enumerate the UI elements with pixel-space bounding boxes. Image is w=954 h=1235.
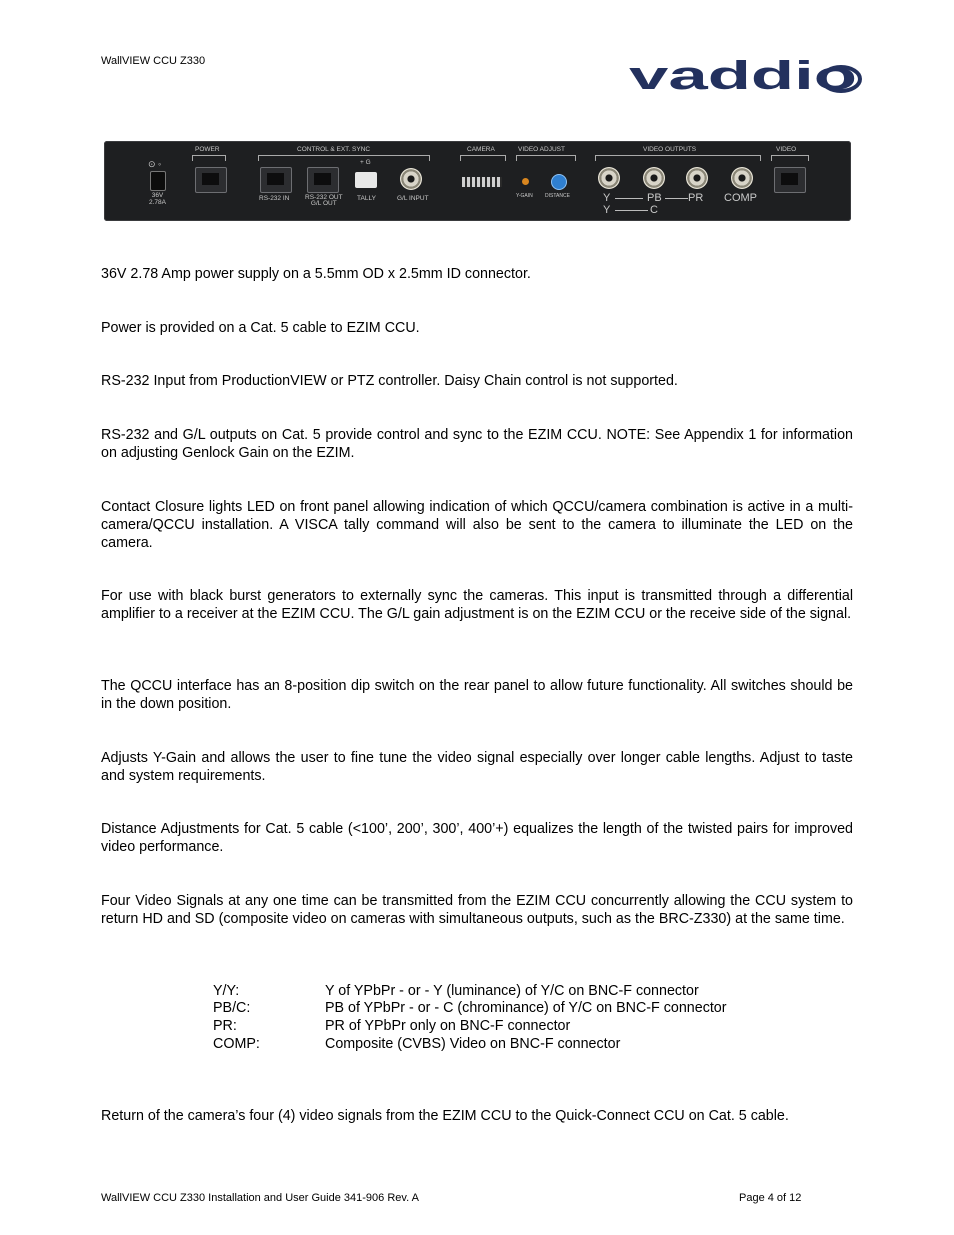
output-key: PR: xyxy=(213,1018,237,1034)
video-outputs-text: Four Video Signals at any one time can be transmitted from the EZIM CCU concurrently allowing the CCU system to return HD and SD (composite video on cameras with simultaneous outputs, such as the BRC-Z330) at the same time. xyxy=(101,893,853,927)
gl-input-text: For use with black burst generators to externally sync the cameras. This input is transmitted through a differential amplifier to a receiver at the EZIM CCU. The G/L gain adjustment is on the EZIM CCU or the receive side of the signal. xyxy=(101,588,853,622)
power-in-symbol: ⊙ ◦ xyxy=(148,159,162,169)
footer-doc-title: WallVIEW CCU Z330 Installation and User Guide 341-906 Rev. A xyxy=(101,1192,419,1204)
comp-output-label: COMP xyxy=(724,192,757,204)
section-video-outputs-bracket xyxy=(595,155,761,156)
gl-input-label: G/L INPUT xyxy=(397,195,429,202)
section-video-outputs-label: VIDEO OUTPUTS xyxy=(643,146,697,153)
section-camera-label: CAMERA xyxy=(467,146,495,153)
output-key: Y/Y: xyxy=(213,983,240,999)
power-rj45-port xyxy=(195,167,227,193)
output-key: COMP: xyxy=(213,1036,260,1052)
vaddio-logo xyxy=(627,56,863,98)
comp-output-bnc xyxy=(731,167,753,189)
rear-panel-photo xyxy=(104,141,851,221)
dip-switch-text: The QCCU interface has an 8-position dip switch on the rear panel to allow future functionality. All switches should be in the down position. xyxy=(101,678,853,712)
y-output-bnc xyxy=(598,167,620,189)
pr-output-bnc xyxy=(686,167,708,189)
output-desc: Y of YPbPr - or - Y (luminance) of Y/C on BNC-F connector xyxy=(325,983,699,999)
tally-label: TALLY xyxy=(357,195,376,202)
section-control-label: CONTROL & EXT. SYNC xyxy=(297,146,371,153)
section-video-adjust-bracket xyxy=(516,155,576,156)
tally-polarity-label: + G xyxy=(360,159,371,166)
tally-terminal xyxy=(355,172,377,188)
distance-rotary-switch xyxy=(551,174,567,190)
pb-output-label: PB xyxy=(647,192,662,204)
y-gain-label: Y-GAIN xyxy=(516,193,533,199)
y-yc-label: Y xyxy=(603,204,611,216)
power-cat5-text: Power is provided on a Cat. 5 cable to EZIM CCU. xyxy=(101,320,420,336)
section-power-label: POWER xyxy=(195,146,220,153)
y-gain-pot xyxy=(522,178,529,185)
section-video-bracket xyxy=(771,155,809,156)
rs232-input-text: RS-232 Input from ProductionVIEW or PTZ controller. Daisy Chain control is not supported. xyxy=(101,373,678,389)
section-control-bracket xyxy=(258,155,430,156)
rs232-in-port xyxy=(260,167,292,193)
footer-page-number: Page 4 of 12 xyxy=(739,1192,802,1204)
output-desc: Composite (CVBS) Video on BNC-F connector xyxy=(325,1036,621,1052)
rs232-out-port xyxy=(307,167,339,193)
rs232-output-text: RS-232 and G/L outputs on Cat. 5 provide control and sync to the EZIM CCU. NOTE: See Appendix 1 for information on adjusting Genlock Gain on the EZIM. xyxy=(101,427,853,461)
y-c-link xyxy=(615,210,648,211)
power-in-label: 36V 2.78A xyxy=(149,192,166,206)
distance-text: Distance Adjustments for Cat. 5 cable (<100’, 200’, 300’, 400’+) equalizes the length of the twisted pairs for improved video performance. xyxy=(101,821,853,855)
pb-pr-link xyxy=(665,198,688,199)
y-gain-text: Adjusts Y-Gain and allows the user to fine tune the video signal especially over longer cable lengths. Adjust to taste and system requirements. xyxy=(101,750,853,784)
rs232-out-label: RS-232 OUT G/L OUT xyxy=(305,194,343,207)
section-video-adjust-label: VIDEO ADJUST xyxy=(518,146,565,153)
output-desc: PR of YPbPr only on BNC-F connector xyxy=(325,1018,571,1034)
pb-output-bnc xyxy=(643,167,665,189)
y-output-label: Y xyxy=(603,192,611,204)
svg-text:vaddio: vaddio xyxy=(629,56,857,98)
gl-input-bnc xyxy=(400,168,422,190)
y-pb-link xyxy=(615,198,643,199)
header-doc-title: WallVIEW CCU Z330 xyxy=(101,55,206,67)
rs232-in-label: RS-232 IN xyxy=(259,195,290,202)
video-return-text: Return of the camera’s four (4) video signals from the EZIM CCU to the Quick-Connect CCU on Cat. 5 cable. xyxy=(101,1108,789,1124)
section-camera-bracket xyxy=(460,155,506,156)
output-key: PB/C: xyxy=(213,1000,251,1016)
tally-text: Contact Closure lights LED on front panel allowing indication of which QCCU/camera combination is active in a multi-camera/QCCU installation. A VISCA tally command will also be sent to the camera to illuminate the LED on the camera. xyxy=(101,499,853,551)
dc-power-jack xyxy=(150,171,166,191)
output-desc: PB of YPbPr - or - C (chrominance) of Y/C on BNC-F connector xyxy=(325,1000,727,1016)
power-supply-text: 36V 2.78 Amp power supply on a 5.5mm OD x 2.5mm ID connector. xyxy=(101,266,531,282)
section-video-label: VIDEO xyxy=(776,146,797,153)
distance-label: DISTANCE xyxy=(545,193,570,199)
c-yc-label: C xyxy=(650,204,658,216)
pr-output-label: PR xyxy=(688,192,704,204)
section-power-bracket xyxy=(192,155,226,156)
video-rj45-port xyxy=(774,167,806,193)
dip-switch xyxy=(462,177,502,187)
